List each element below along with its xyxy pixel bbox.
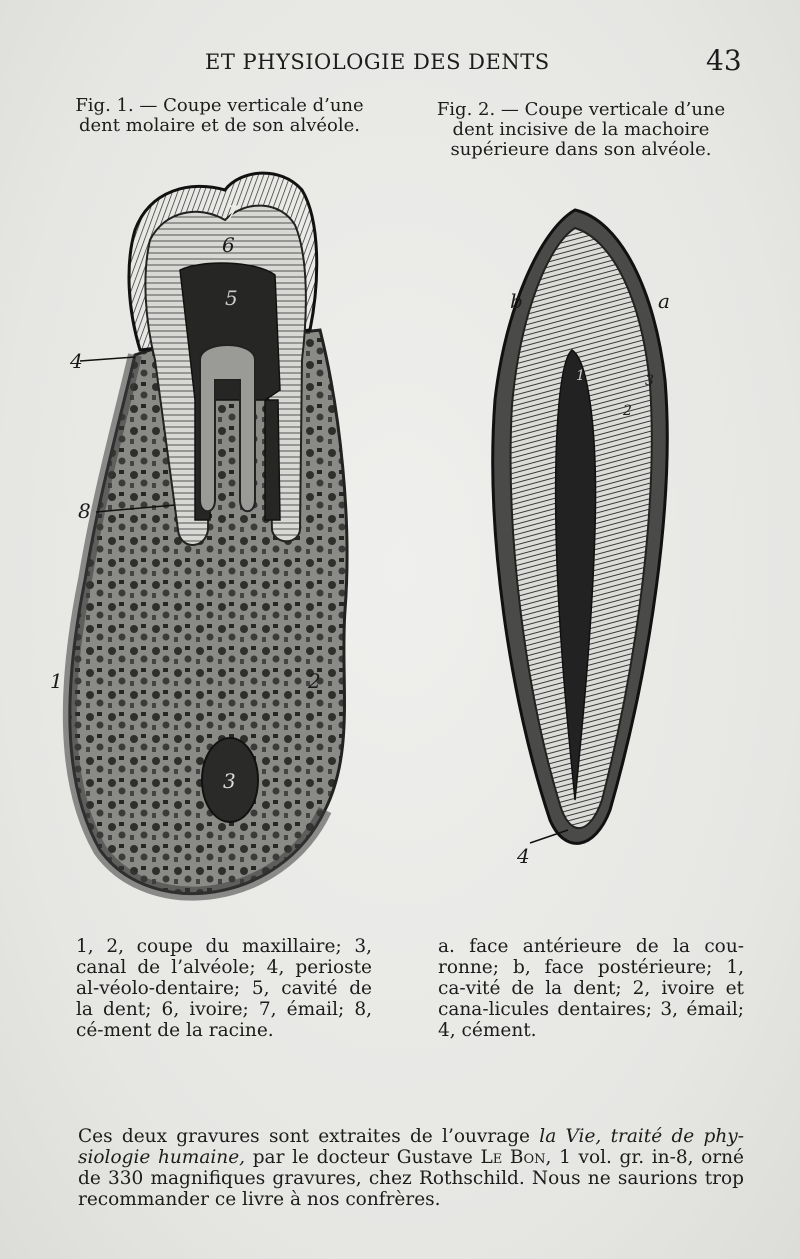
incisor-tooth-illustration — [480, 200, 700, 870]
figure2-label-b: b — [510, 289, 523, 313]
figure2-caption-line: supérieure dans son alvéole. — [450, 139, 712, 160]
figure1-label-6: 6 — [222, 233, 235, 257]
figure1-label-1: 1 — [50, 669, 63, 693]
figure1-label-4: 4 — [70, 349, 83, 373]
figure1-label-8: 8 — [78, 499, 91, 523]
author-name: Le Bon — [480, 1147, 546, 1168]
source-note-text: , 1 vol. gr. in-8, orné de 330 magnifiques gravures, chez Rothschild. Nous ne saurions trop recommander ce livre à nos confrères. — [78, 1147, 744, 1210]
source-note — [78, 1126, 744, 1210]
source-note-text: par le docteur Gustave — [245, 1147, 481, 1168]
figure1-caption-line: Fig. 1. — Coupe verticale d’une — [75, 95, 364, 116]
figure1-caption-line: dent molaire et de son alvéole. — [78, 115, 361, 136]
figure2-label-2: 2 — [623, 403, 632, 419]
figure1-label-7: 7 — [225, 201, 238, 225]
figure2-label-a: a — [658, 289, 670, 313]
figure2-caption — [418, 100, 744, 160]
running-head: ET PHYSIOLOGIE DES DENTS — [205, 50, 550, 74]
figure2-caption-line: dent incisive de la machoire — [452, 119, 710, 140]
figure2-label-3: 3 — [645, 373, 654, 389]
figure1-label-2: 2 — [308, 669, 321, 693]
figure1-caption — [52, 96, 387, 136]
page-number: 43 — [706, 44, 742, 77]
source-note-text: Ces deux gravures sont extraites de l’ouvrage — [78, 1126, 540, 1147]
book-title: la Vie, traité de phy-siologie humaine, — [78, 1126, 744, 1168]
figure1-legend: 1, 2, coupe du maxillaire; 3, canal de l’alvéole; 4, perioste al-véolo-dentaire; 5, cavité de la dent; 6, ivoire; 7, émail; 8, cé-ment de la racine. — [76, 936, 372, 1041]
figure1-label-3: 3 — [223, 769, 236, 793]
figure1-label-5: 5 — [225, 286, 238, 310]
figure2-label-4: 4 — [517, 844, 530, 868]
molar-tooth-illustration — [40, 160, 380, 910]
figure2-legend: a. face antérieure de la cou-ronne; b, face postérieure; 1, ca-vité de la dent; 2, ivoire et cana-licules dentaires; 3, émail; 4, cément. — [438, 936, 744, 1041]
figure2-caption-line: Fig. 2. — Coupe verticale d’une — [436, 99, 726, 120]
figure2-label-1: 1 — [576, 368, 585, 384]
